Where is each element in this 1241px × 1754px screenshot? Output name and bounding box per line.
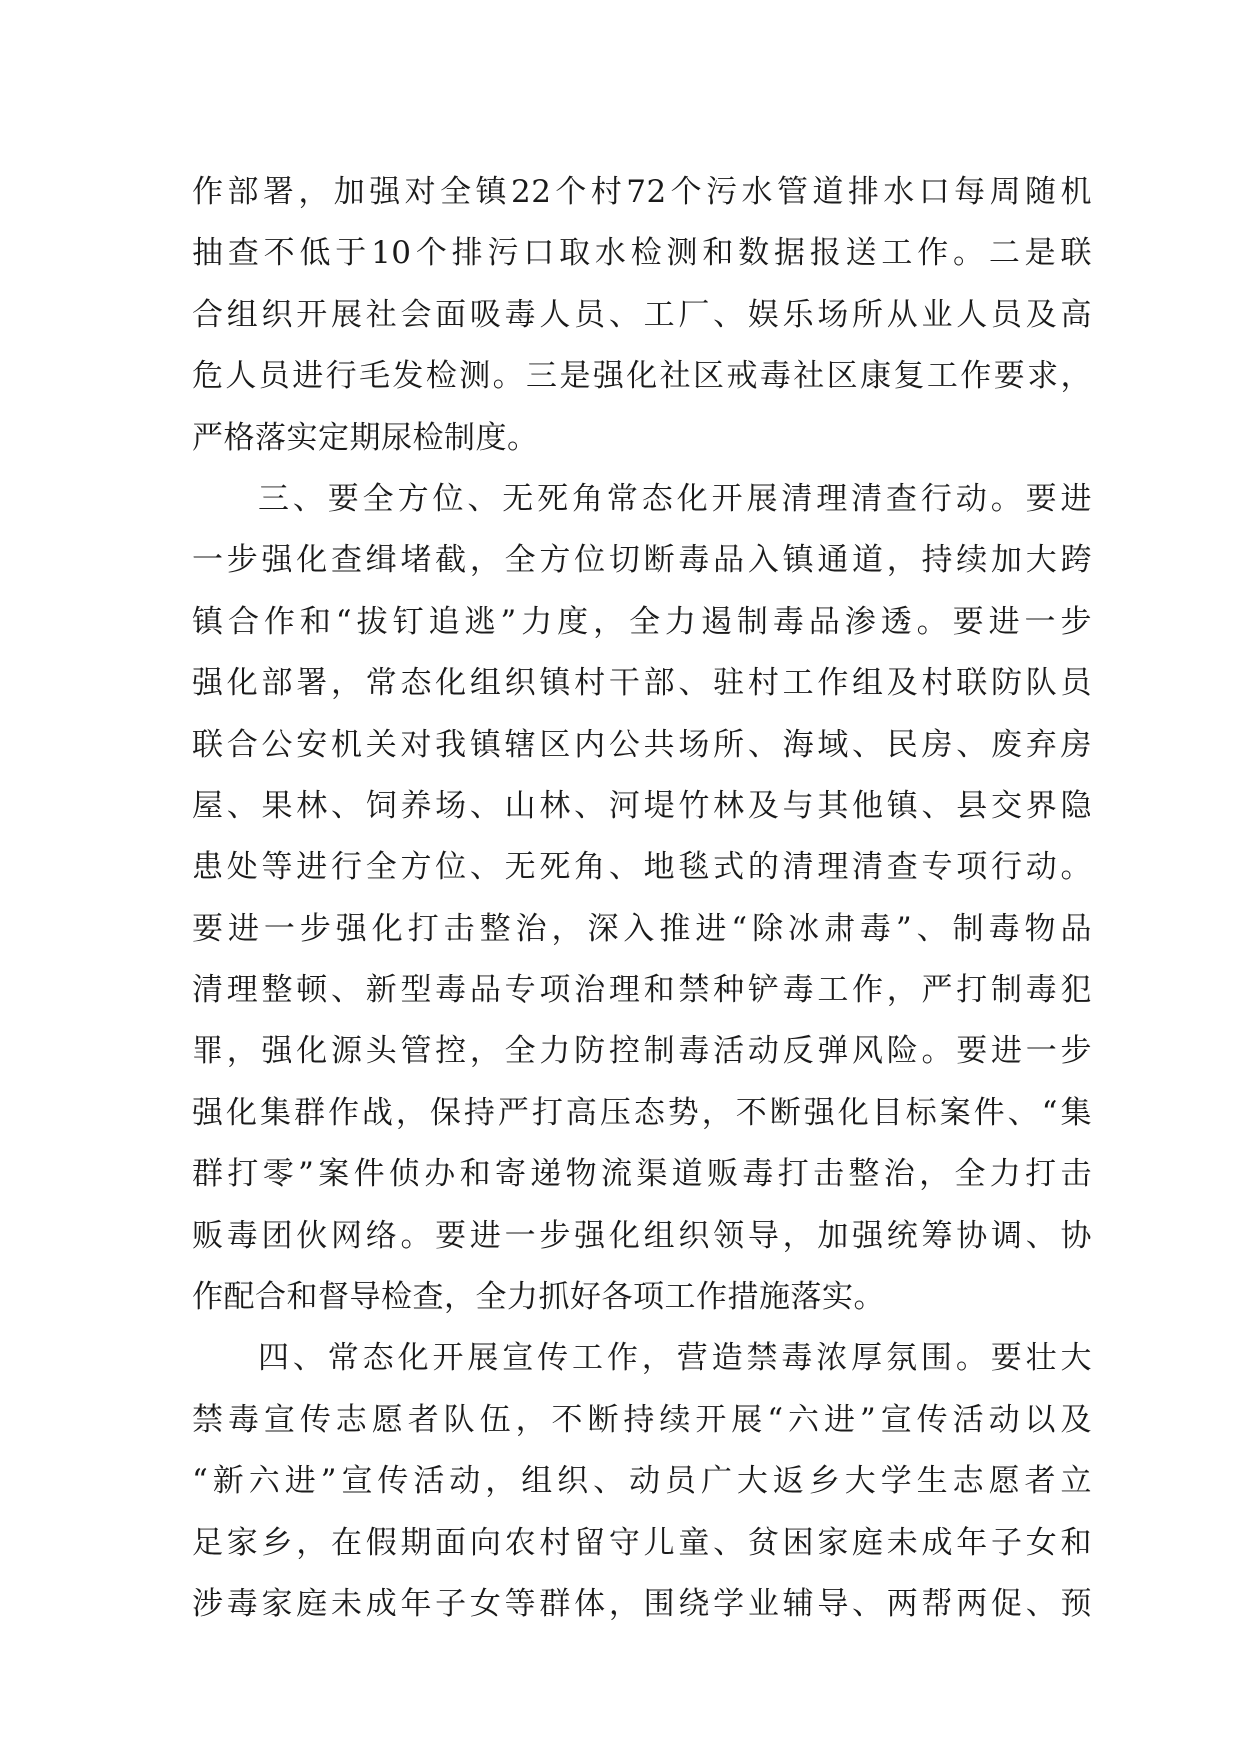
text-line: 作部署，加强对全镇22个村72个污水管道排水口每周随机 [192, 174, 1092, 210]
text-line: 强化集群作战，保持严打高压态势，不断强化目标案件、“集 [192, 1094, 1092, 1131]
document-body [192, 162, 1092, 1635]
text-line: 罪，强化源头管控，全力防控制毒活动反弹风险。要进一步 [192, 1033, 1092, 1070]
text-line: 贩毒团伙网络。要进一步强化组织领导，加强统筹协调、协 [192, 1217, 1092, 1254]
text-line: 镇合作和“拔钉追逃”力度，全力遏制毒品渗透。要进一步 [192, 603, 1092, 640]
text-line: 联合公安机关对我镇辖区内公共场所、海域、民房、废弃房 [192, 726, 1092, 763]
text-line: 抽查不低于10个排污口取水检测和数据报送工作。二是联 [192, 235, 1092, 272]
text-line: 清理整顿、新型毒品专项治理和禁种铲毒工作，严打制毒犯 [192, 972, 1092, 1009]
text-line: 屋、果林、饲养场、山林、河堤竹林及与其他镇、县交界隐 [192, 787, 1092, 824]
text-line: 涉毒家庭未成年子女等群体，围绕学业辅导、两帮两促、预 [192, 1585, 1092, 1622]
text-line: 作配合和督导检查，全力抓好各项工作措施落实。 [192, 1279, 885, 1316]
text-line: 足家乡，在假期面向农村留守儿童、贫困家庭未成年子女和 [192, 1524, 1092, 1561]
text-line: 合组织开展社会面吸毒人员、工厂、娱乐场所从业人员及高 [192, 296, 1092, 333]
text-line: 严格落实定期尿检制度。 [192, 419, 539, 456]
text-line: “新六进”宣传活动，组织、动员广大返乡大学生志愿者立 [192, 1463, 1092, 1500]
text-line: 患处等进行全方位、无死角、地毯式的清理清查专项行动。 [192, 849, 1092, 886]
text-line: 要进一步强化打击整治，深入推进“除冰肃毒”、制毒物品 [192, 910, 1092, 947]
text-line: 禁毒宣传志愿者队伍，不断持续开展“六进”宣传活动以及 [192, 1401, 1092, 1438]
text-line: 强化部署，常态化组织镇村干部、驻村工作组及村联防队员 [192, 665, 1092, 702]
text-line: 危人员进行毛发检测。三是强化社区戒毒社区康复工作要求， [192, 358, 1092, 395]
section-heading-line: 三、要全方位、无死角常态化开展清理清查行动。要进 [258, 480, 1092, 517]
text-line: 一步强化查缉堵截，全方位切断毒品入镇通道，持续加大跨 [192, 542, 1092, 579]
text-line: 群打零”案件侦办和寄递物流渠道贩毒打击整治，全力打击 [192, 1156, 1092, 1193]
section-heading-line: 四、常态化开展宣传工作，营造禁毒浓厚氛围。要壮大 [258, 1340, 1092, 1377]
